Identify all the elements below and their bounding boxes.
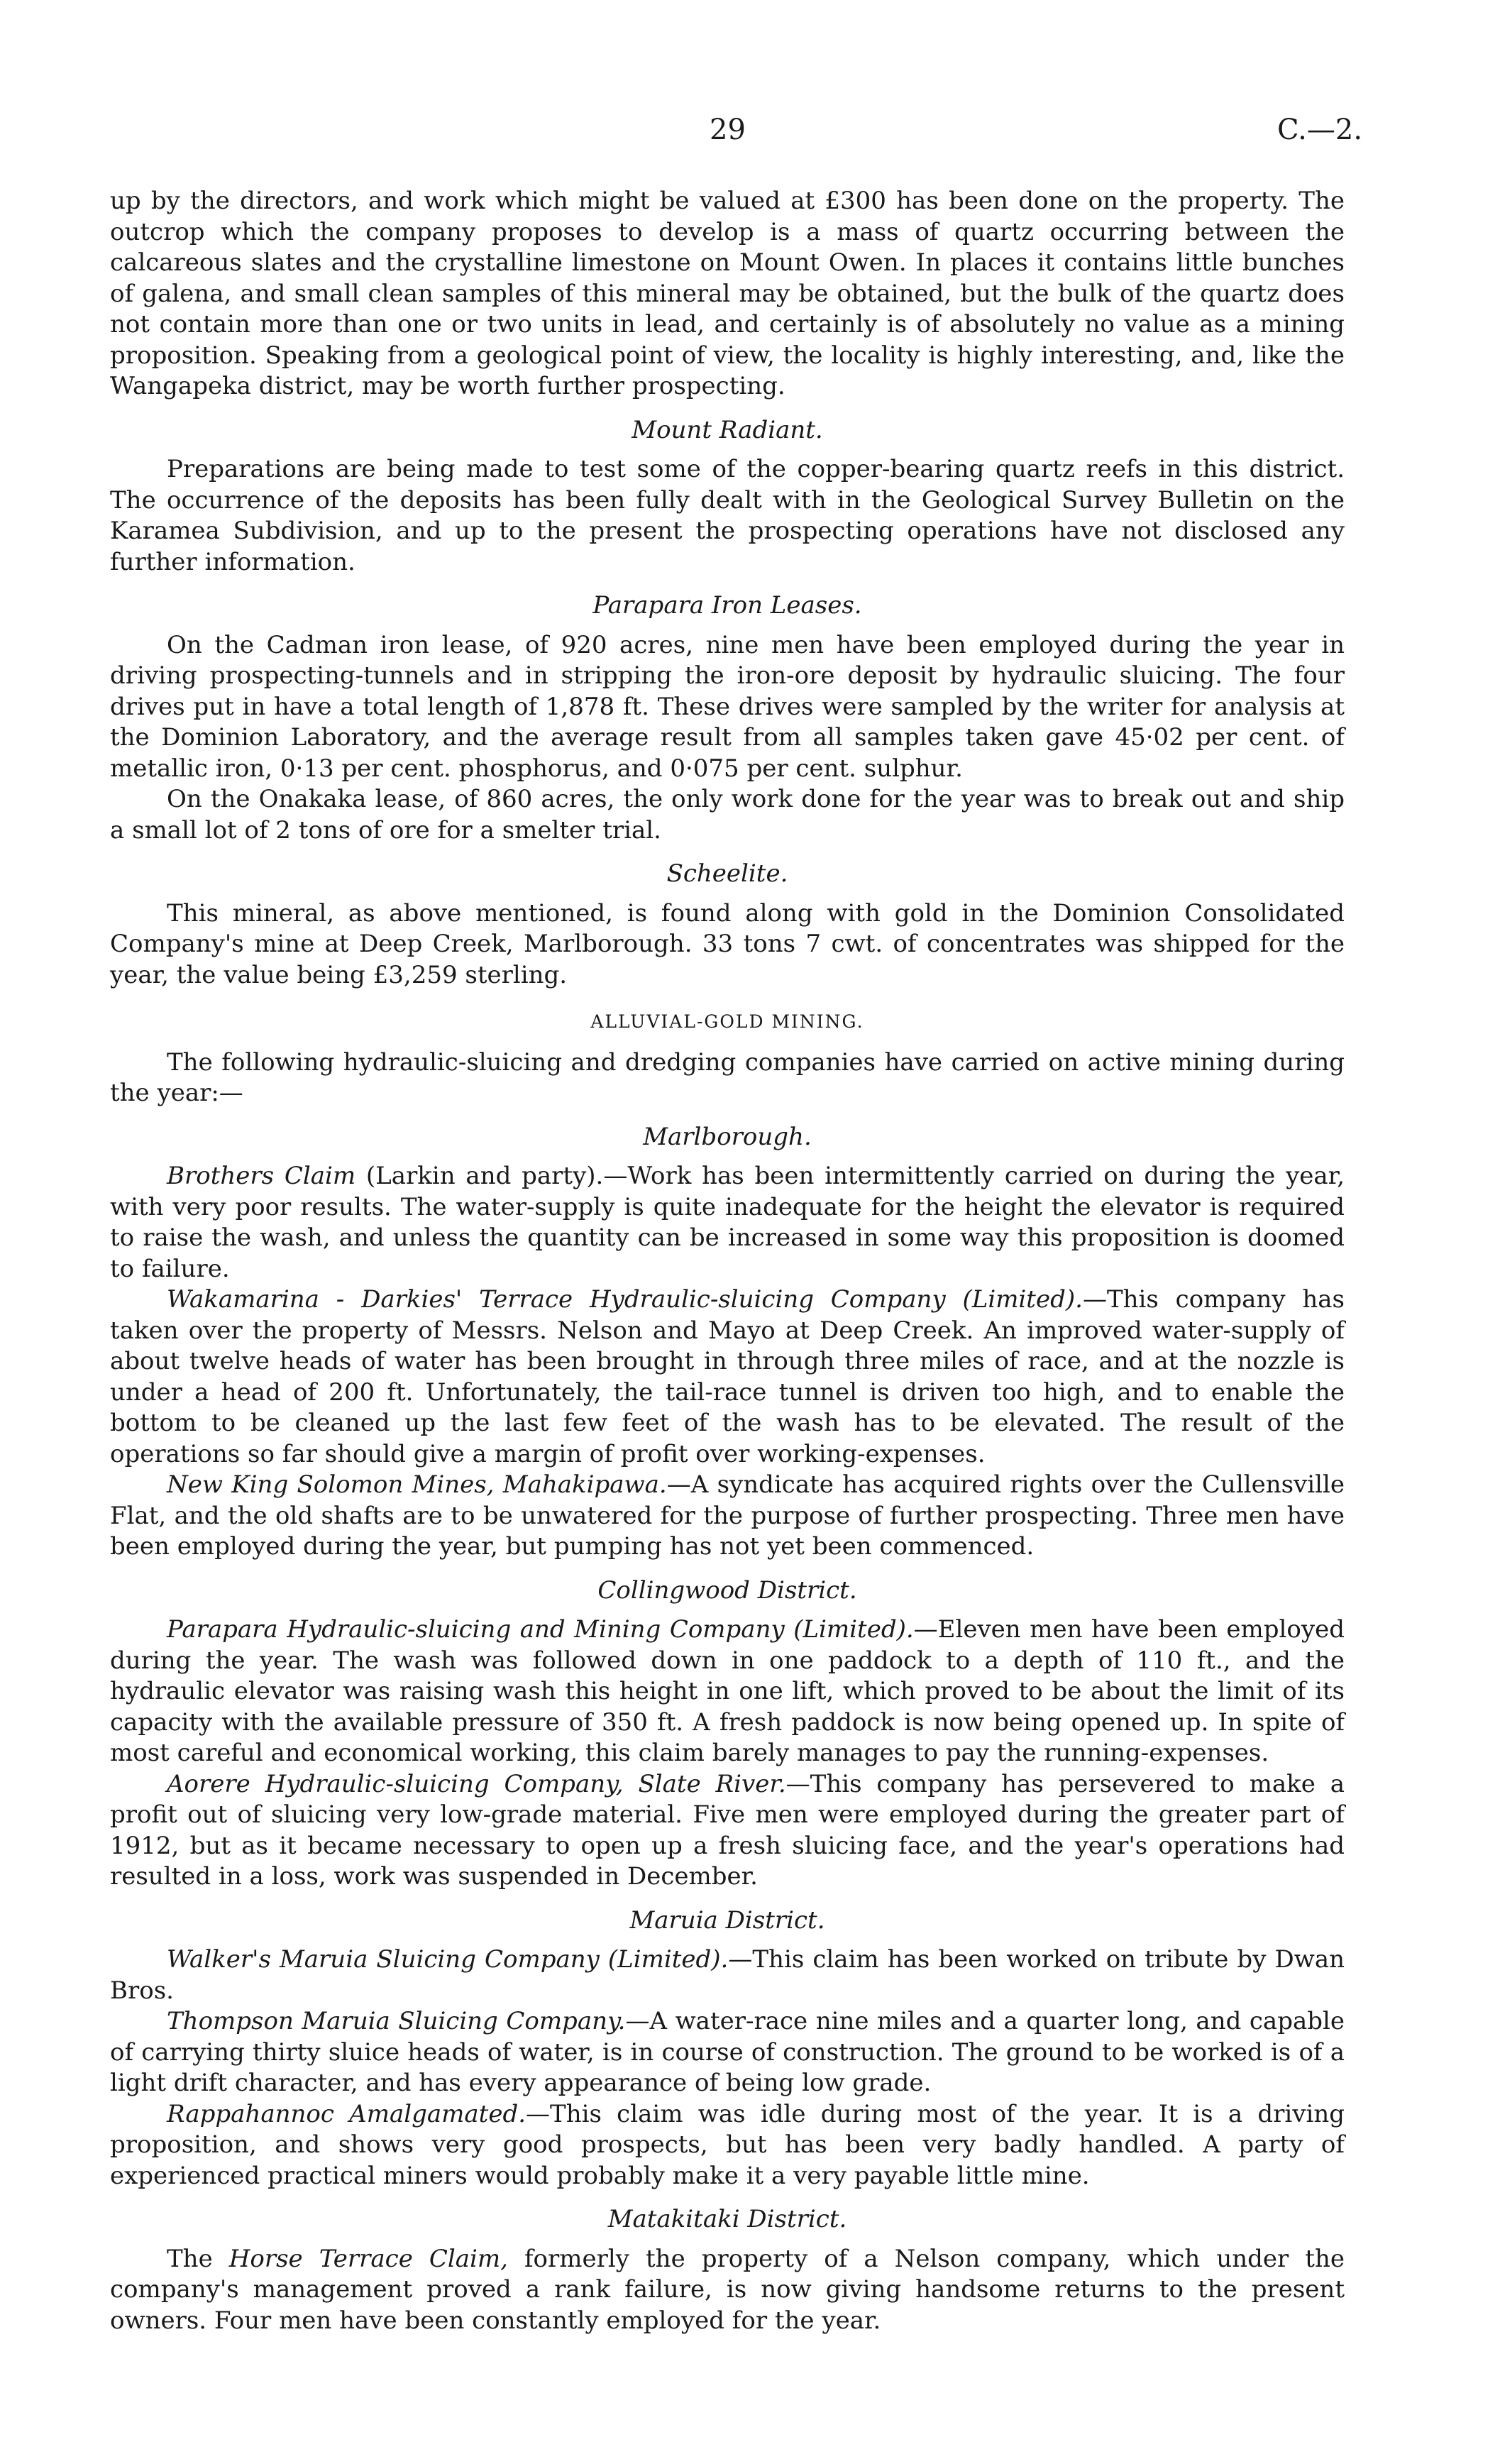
claim-name: Rappahannoc Amalgamated. xyxy=(167,2099,526,2128)
paragraph xyxy=(110,2099,1345,2192)
paragraph: The following hydraulic-sluicing and dredging companies have carried on active mining during the year:— xyxy=(110,1047,1345,1107)
claim-name: New King Solomon Mines, Mahakipawa. xyxy=(167,1470,667,1499)
section-heading: Parapara Iron Leases. xyxy=(592,591,862,620)
paragraph-text: The xyxy=(167,2244,229,2273)
paragraph-text: —This claim was idle during most of the year. It is a driving proposition, and shows very good prospects, but has been very badly handled. A party of experienced practical miners would probably make it a very payable little mine. xyxy=(110,2099,1345,2190)
paragraph: On the Cadman iron lease, of 920 acres, nine men have been employed during the year in driving prospecting-tunnels and in stripping the iron-ore deposit by hydraulic sluicing. The four drives put in have a total length of 1,878 ft. These drives were sampled by the writer for analysis at the Dominion Laboratory, and the average result from all samples taken gave 45·02 per cent. of metallic iron, 0·13 per cent. phosphorus, and 0·075 per cent. sulphur. xyxy=(110,630,1345,783)
document-reference: C.—2. xyxy=(1277,114,1363,146)
paragraph-text: —This company has taken over the property of Messrs. Nelson and Mayo at Deep Creek. An improved water-supply of about twelve heads of water has been brought in through three miles of race, and at the nozzle is under a head of 200 ft. Unfortunately, the tail-race tunnel is driven too high, and to enable the bottom to be cleaned up the last few feet of the wash has to be elevated. The result of the operations so far should give a margin of profit over working-expenses. xyxy=(110,1285,1345,1468)
paragraph xyxy=(110,1470,1345,1563)
paragraph: This mineral, as above mentioned, is found along with gold in the Dominion Consolidated Company's mine at Deep Creek, Marlborough. 33 tons 7 cwt. of concentrates was shipped for the year, the value being £3,259 sterling. xyxy=(110,898,1345,989)
section-heading: Marlborough. xyxy=(643,1122,812,1151)
claim-name: Horse Terrace Claim, xyxy=(228,2244,508,2273)
section-heading: Scheelite. xyxy=(666,859,788,888)
paragraph: up by the directors, and work which might be valued at £300 has been done on the property. The outcrop which the company proposes to develop is a mass of quartz occurring between the calcareous slates and the crystalline limestone on Mount Owen. In places it contains little bunches of galena, and small clean samples of this mineral may be obtained, but the bulk of the quartz does not contain more than one or two units in lead, and certainly is of absolutely no value as a mining proposition. Speaking from a geological point of view, the locality is highly interesting, and, like the Wangapeka district, may be worth further prospecting. xyxy=(110,187,1345,400)
major-heading: ALLUVIAL-GOLD MINING. xyxy=(590,1011,864,1032)
paragraph-text: —This claim has been worked on tribute by Dwan Bros. xyxy=(110,1945,1345,2005)
paragraph: Preparations are being made to test some of the copper-bearing quartz reefs in this district. The occurrence of the deposits has been fully dealt with in the Geological Survey Bulletin on the Karamea Subdivision, and up to the present the prospecting operations have not disclosed any further information. xyxy=(110,455,1345,576)
claim-name: Aorere Hydraulic-sluicing Company, Slate River. xyxy=(167,1769,786,1798)
paragraph xyxy=(110,1945,1345,2006)
paragraph xyxy=(110,1769,1345,1893)
section-heading: Collingwood District. xyxy=(597,1575,857,1605)
claim-name: Thompson Maruia Sluicing Company. xyxy=(167,2007,626,2035)
paragraph-text: (Larkin and party).—Work has been intermittently carried on during the year, with very poor results. The water-supply is quite inadequate for the height the elevator is required to raise the wash, and unless the quantity can be increased in some way this proposition is doomed to failure. xyxy=(110,1162,1345,1283)
paragraph-text: —A syndicate has acquired rights over the Cullensville Flat, and the old shafts are to be unwatered for the purpose of further prospecting. Three men have been employed during the year, but pumping has not yet been commenced. xyxy=(110,1470,1345,1561)
section-heading: Maruia District. xyxy=(629,1905,825,1935)
claim-name: Parapara Hydraulic-sluicing and Mining Company (Limited). xyxy=(167,1615,914,1644)
paragraph xyxy=(110,1615,1345,1769)
paragraph-text: formerly the property of a Nelson company, which under the company's management proved a rank failure, is now giving handsome returns to the present owners. Four men have been constantly employed for the year. xyxy=(110,2244,1345,2335)
claim-name: Wakamarina - Darkies' Terrace Hydraulic-sluicing Company (Limited). xyxy=(167,1285,1083,1314)
paragraph-text: —Eleven men have been employed during the year. The wash was followed down in one paddock to a depth of 110 ft., and the hydraulic elevator was raising wash this height in one lift, which proved to be about the limit of its capacity with the available pressure of 350 ft. A fresh paddock is now being opened up. In spite of most careful and economical working, this claim barely manages to pay the running-expenses. xyxy=(110,1615,1345,1767)
section-heading: Matakitaki District. xyxy=(607,2205,847,2233)
paragraph-text: —A water-race nine miles and a quarter long, and capable of carrying thirty sluice heads of water, is in course of construction. The ground to be worked is of a light drift character, and has every appearance of being low grade. xyxy=(110,2007,1345,2097)
paragraph xyxy=(110,2006,1345,2099)
paragraph xyxy=(110,2244,1345,2337)
body-text xyxy=(110,186,1345,2336)
claim-name: Walker's Maruia Sluicing Company (Limited). xyxy=(167,1945,729,1974)
paragraph xyxy=(110,1161,1345,1285)
paragraph: On the Onakaka lease, of 860 acres, the only work done for the year was to break out and ship a small lot of 2 tons of ore for a smelter trial. xyxy=(110,785,1345,845)
claim-name: Brothers Claim xyxy=(167,1162,356,1190)
page-number: 29 xyxy=(710,114,746,146)
section-heading: Mount Radiant. xyxy=(632,415,823,444)
paragraph xyxy=(110,1285,1345,1470)
paragraph-text: —This company has persevered to make a profit out of sluicing very low-grade material. Five men were employed during the greater part of 1912, but as it became necessary to open up a fresh sluicing face, and the year's operations had resulted in a loss, work was suspended in December. xyxy=(110,1769,1345,1891)
